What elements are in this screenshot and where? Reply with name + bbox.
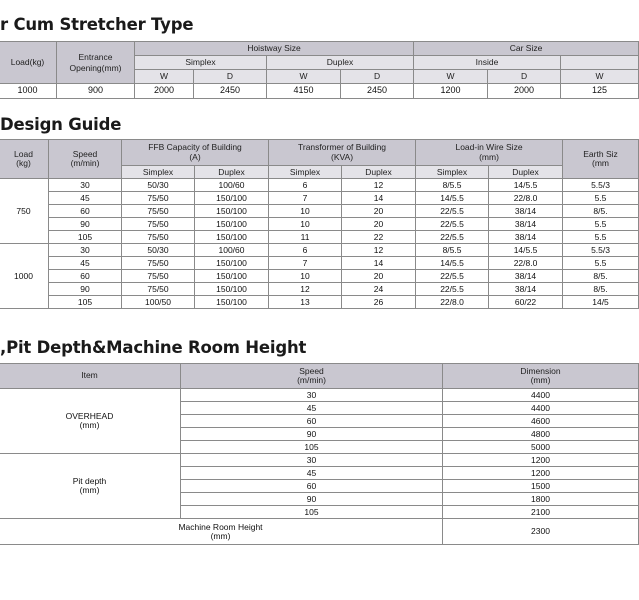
cell-speed: 90	[49, 283, 122, 296]
header-speed	[181, 364, 443, 389]
overhead-label-line1: OVERHEAD	[65, 411, 114, 422]
table-row	[0, 257, 639, 270]
cell-dimension: 4400	[443, 402, 639, 415]
header-trans-simplex: Simplex	[269, 166, 342, 179]
cell-earth-size: 5.5	[563, 257, 639, 270]
cell-trans-duplex: 22	[342, 231, 416, 244]
header-simplex-w: W	[135, 70, 194, 84]
table-row	[0, 179, 639, 192]
cell-ffb-simplex: 75/50	[122, 192, 195, 205]
car-size-table	[0, 41, 639, 99]
table-row	[0, 231, 639, 244]
cell-ffb-duplex: 150/100	[195, 218, 269, 231]
cell-dimension: 1800	[443, 493, 639, 506]
cell-speed: 45	[181, 402, 443, 415]
cell-ffb-simplex: 75/50	[122, 218, 195, 231]
cell-trans-duplex: 12	[342, 179, 416, 192]
header-ffb-line2: (A)	[189, 151, 201, 162]
overhead-label-line2: (mm)	[79, 420, 100, 430]
header-entrance-line1: Entrance	[78, 52, 113, 63]
cell-ffb-simplex: 75/50	[122, 283, 195, 296]
cell-speed: 30	[49, 244, 122, 257]
cell-speed: 30	[181, 454, 443, 467]
table-row	[0, 84, 639, 99]
header-duplex: Duplex	[267, 56, 414, 70]
cell-trans-duplex: 14	[342, 257, 416, 270]
cell-ffb-simplex: 75/50	[122, 257, 195, 270]
cell-trans-duplex: 20	[342, 218, 416, 231]
header-inside-d: D	[488, 70, 561, 84]
cell-speed: 45	[181, 467, 443, 480]
table-row	[0, 205, 639, 218]
cell-earth-size: 5.5/3	[563, 179, 639, 192]
cell-ffb-duplex: 100/60	[195, 179, 269, 192]
table-row	[0, 389, 639, 402]
cell-trans-simplex: 7	[269, 257, 342, 270]
cell-trans-duplex: 26	[342, 296, 416, 309]
cell-wire-duplex: 38/14	[489, 270, 563, 283]
overhead-label	[0, 389, 181, 454]
header-dimension-line1: Dimension	[520, 365, 561, 376]
cell-wire-duplex: 14/5.5	[489, 179, 563, 192]
header-dimension-line2: (mm)	[530, 375, 551, 385]
machine-room-label	[0, 519, 443, 545]
header-car-size: Car Size	[414, 42, 639, 56]
section-title-stretcher-type: r Cum Stretcher Type	[0, 15, 194, 34]
cell-dimension: 2100	[443, 506, 639, 519]
cell-outside-w: 125	[561, 84, 639, 99]
header-ffb-line1: FFB Capacity of Building	[148, 142, 242, 153]
header-wire-line1: Load-in Wire Size	[455, 142, 523, 153]
cell-trans-duplex: 14	[342, 192, 416, 205]
cell-dimension: 4400	[443, 389, 639, 402]
header-outside-cut	[561, 56, 639, 70]
machine-room-label-line2: (mm)	[210, 530, 231, 541]
header-transformer-line2: (KVA)	[330, 151, 354, 162]
cell-earth-size: 8/5.	[563, 283, 639, 296]
cell-speed: 105	[181, 506, 443, 519]
pit-depth-table	[0, 363, 639, 545]
cell-machine-room-value: 2300	[443, 519, 639, 545]
header-duplex-d: D	[341, 70, 414, 84]
cell-ffb-simplex: 75/50	[122, 205, 195, 218]
cell-load: 750	[0, 179, 49, 244]
cell-earth-size: 5.5	[563, 192, 639, 205]
cell-speed: 30	[49, 179, 122, 192]
header-wire-size	[416, 140, 563, 166]
header-speed-line1: Speed	[299, 365, 324, 376]
header-speed-line1: Speed	[72, 148, 98, 159]
cell-speed: 105	[49, 231, 122, 244]
cell-entrance: 900	[57, 84, 135, 99]
cell-speed: 90	[49, 218, 122, 231]
header-earth-line1: Earth Siz	[583, 148, 618, 159]
header-dimension	[443, 364, 639, 389]
table-row	[0, 519, 639, 545]
cell-earth-size: 14/5	[563, 296, 639, 309]
cell-trans-simplex: 13	[269, 296, 342, 309]
pit-depth-label	[0, 454, 181, 519]
header-ffb-simplex: Simplex	[122, 166, 195, 179]
header-wire-simplex: Simplex	[416, 166, 489, 179]
table-row	[0, 454, 639, 467]
header-ffb-duplex: Duplex	[195, 166, 269, 179]
cell-speed: 105	[181, 441, 443, 454]
cell-ffb-duplex: 150/100	[195, 283, 269, 296]
cell-trans-simplex: 10	[269, 270, 342, 283]
cell-ffb-simplex: 100/50	[122, 296, 195, 309]
cell-speed: 60	[181, 480, 443, 493]
cell-trans-simplex: 10	[269, 205, 342, 218]
design-guide-body	[0, 179, 639, 309]
header-load-line1: Load	[14, 148, 33, 159]
cell-wire-duplex: 38/14	[489, 205, 563, 218]
cell-ffb-simplex: 75/50	[122, 270, 195, 283]
header-item: Item	[0, 364, 181, 389]
cell-duplex-d: 2450	[341, 84, 414, 99]
cell-dimension: 1200	[443, 454, 639, 467]
table-row	[0, 244, 639, 257]
cell-trans-simplex: 10	[269, 218, 342, 231]
cell-earth-size: 5.5	[563, 218, 639, 231]
cell-dimension: 1200	[443, 467, 639, 480]
header-entrance	[57, 42, 135, 84]
cell-speed: 45	[49, 192, 122, 205]
cell-wire-simplex: 22/5.5	[416, 283, 489, 296]
cell-ffb-duplex: 150/100	[195, 192, 269, 205]
table-row	[0, 296, 639, 309]
table-row	[0, 283, 639, 296]
machine-room-label-line1: Machine Room Height	[178, 521, 263, 532]
pit-depth-body	[0, 389, 639, 545]
cell-inside-w: 1200	[414, 84, 488, 99]
header-inside-w: W	[414, 70, 488, 84]
cell-speed: 45	[49, 257, 122, 270]
cell-ffb-duplex: 150/100	[195, 270, 269, 283]
header-earth-size	[563, 140, 639, 179]
header-load: Load(kg)	[0, 42, 57, 84]
cell-speed: 90	[181, 428, 443, 441]
cell-wire-simplex: 14/5.5	[416, 257, 489, 270]
table-row	[0, 192, 639, 205]
header-simplex-d: D	[194, 70, 267, 84]
header-transformer	[269, 140, 416, 166]
header-simplex: Simplex	[135, 56, 267, 70]
cell-speed: 60	[181, 415, 443, 428]
header-wire-duplex: Duplex	[489, 166, 563, 179]
header-speed-line2: (m/min)	[297, 375, 326, 385]
cell-ffb-duplex: 150/100	[195, 296, 269, 309]
header-outside-w: W	[561, 70, 639, 84]
section-title-design-guide: Design Guide	[0, 115, 122, 134]
cell-wire-duplex: 38/14	[489, 231, 563, 244]
cell-dimension: 4800	[443, 428, 639, 441]
header-hoistway-size: Hoistway Size	[135, 42, 414, 56]
cell-wire-duplex: 38/14	[489, 283, 563, 296]
cell-simplex-w: 2000	[135, 84, 194, 99]
cell-trans-duplex: 20	[342, 205, 416, 218]
header-entrance-line2: Opening(mm)	[69, 62, 122, 73]
cell-ffb-simplex: 50/30	[122, 179, 195, 192]
table-row	[0, 270, 639, 283]
cell-trans-duplex: 24	[342, 283, 416, 296]
cell-wire-simplex: 22/5.5	[416, 205, 489, 218]
cell-ffb-duplex: 150/100	[195, 205, 269, 218]
cell-dimension: 5000	[443, 441, 639, 454]
cell-trans-simplex: 7	[269, 192, 342, 205]
cell-load: 1000	[0, 84, 57, 99]
cell-trans-simplex: 11	[269, 231, 342, 244]
cell-simplex-d: 2450	[194, 84, 267, 99]
cell-trans-simplex: 6	[269, 179, 342, 192]
cell-earth-size: 5.5	[563, 231, 639, 244]
table-row	[0, 218, 639, 231]
cell-dimension: 1500	[443, 480, 639, 493]
cell-load: 1000	[0, 244, 49, 309]
cell-wire-simplex: 22/8.0	[416, 296, 489, 309]
design-guide-table	[0, 139, 639, 309]
cell-trans-simplex: 6	[269, 244, 342, 257]
cell-wire-simplex: 8/5.5	[416, 179, 489, 192]
cell-ffb-duplex: 100/60	[195, 244, 269, 257]
cell-wire-duplex: 22/8.0	[489, 257, 563, 270]
cell-trans-simplex: 12	[269, 283, 342, 296]
header-load	[0, 140, 49, 179]
header-transformer-line1: Transformer of Building	[298, 142, 387, 153]
cell-speed: 90	[181, 493, 443, 506]
header-earth-line2: (mm	[592, 158, 610, 168]
cell-wire-duplex: 38/14	[489, 218, 563, 231]
cell-earth-size: 8/5.	[563, 270, 639, 283]
cell-dimension: 4600	[443, 415, 639, 428]
cell-wire-simplex: 14/5.5	[416, 192, 489, 205]
cell-trans-duplex: 20	[342, 270, 416, 283]
cell-speed: 105	[49, 296, 122, 309]
pit-depth-label-line1: Pit depth	[72, 476, 107, 487]
header-wire-line2: (mm)	[479, 151, 499, 162]
cell-ffb-duplex: 150/100	[195, 257, 269, 270]
header-speed-line2: (m/min)	[70, 158, 100, 168]
header-load-line2: (kg)	[16, 158, 31, 168]
cell-wire-duplex: 22/8.0	[489, 192, 563, 205]
cell-ffb-simplex: 50/30	[122, 244, 195, 257]
cell-wire-duplex: 14/5.5	[489, 244, 563, 257]
cell-duplex-w: 4150	[267, 84, 341, 99]
header-speed	[49, 140, 122, 179]
cell-ffb-duplex: 150/100	[195, 231, 269, 244]
header-trans-duplex: Duplex	[342, 166, 416, 179]
cell-earth-size: 8/5.	[563, 205, 639, 218]
pit-depth-label-line2: (mm)	[79, 485, 100, 495]
cell-wire-simplex: 8/5.5	[416, 244, 489, 257]
cell-trans-duplex: 12	[342, 244, 416, 257]
header-ffb-capacity	[122, 140, 269, 166]
header-inside: Inside	[414, 56, 561, 70]
cell-speed: 30	[181, 389, 443, 402]
cell-wire-simplex: 22/5.5	[416, 270, 489, 283]
cell-speed: 60	[49, 270, 122, 283]
cell-wire-duplex: 60/22	[489, 296, 563, 309]
cell-wire-simplex: 22/5.5	[416, 231, 489, 244]
header-duplex-w: W	[267, 70, 341, 84]
cell-wire-simplex: 22/5.5	[416, 218, 489, 231]
cell-speed: 60	[49, 205, 122, 218]
cell-inside-d: 2000	[488, 84, 561, 99]
cell-ffb-simplex: 75/50	[122, 231, 195, 244]
section-title-pit-depth: ,Pit Depth&Machine Room Height	[0, 338, 307, 357]
cell-earth-size: 5.5/3	[563, 244, 639, 257]
